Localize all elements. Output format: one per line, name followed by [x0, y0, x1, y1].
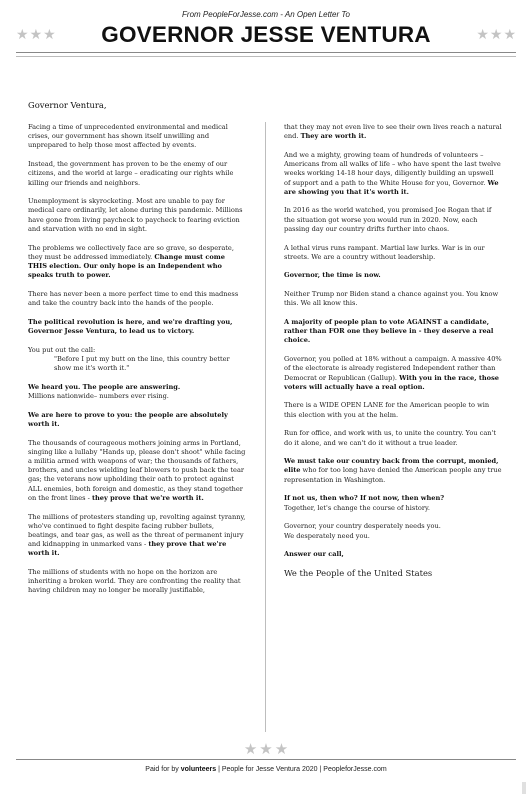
paragraph-text: Together, let's change the course of history. — [284, 503, 430, 512]
paragraph — [284, 457, 502, 485]
paragraph: Instead, the government has proven to be the enemy of our citizens, and the world at large – eradicating our rights while killing our friends and neighbors. — [28, 160, 234, 187]
signoff: We the People of the United States — [284, 567, 433, 578]
paragraph-bold: We must take our country back from the corrupt, monied, elite — [284, 457, 499, 475]
footer-volunteers: volunteers — [180, 766, 217, 773]
star-icon: ★ — [476, 27, 489, 43]
paragraph-text: who for too long have denied the American people any true representation in Washington. — [284, 466, 502, 484]
paragraph-text: And we a mighty, growing team of hundreds of volunteers – Americans from all walks of life – who have spent the last twelve weeks working 14-18 hour days, diligently building an upswell of support and a path to the White House for you, Governor. — [284, 150, 501, 187]
headline-row — [16, 21, 516, 49]
paragraph — [284, 355, 502, 392]
paragraph — [28, 513, 246, 559]
bottom-stars — [0, 740, 532, 758]
paragraph-text: Governor, you polled at 18% without a campaign. A massive 40% of the electorate is already registered Independent rather than Democrat or Republican (Gallup). — [284, 355, 502, 382]
paragraph — [284, 123, 502, 141]
paragraph: Run for office, and work with us, to unite the country. You can't do it alone, and we can't do it without a true leader. — [284, 429, 496, 447]
paragraph-text: The problems we collectively face are so grave, so desperate, they must be addressed immediately. — [28, 243, 234, 261]
print-mark — [522, 782, 526, 794]
paragraph — [28, 439, 246, 503]
star-icon: ★ — [29, 27, 43, 43]
paragraph-bold: The political revolution is here, and we're drafting you, Governor Jesse Ventura, to lead us to victory. — [28, 317, 233, 335]
star-icon: ★ — [259, 740, 273, 758]
paragraph — [28, 383, 246, 401]
right-column — [284, 123, 502, 588]
paragraph-bold: We heard you. The people are answering. — [28, 382, 181, 391]
star-icon: ★ — [243, 740, 258, 758]
paragraph: Facing a time of unprecedented environmental and medical crises, our government has shown itself unwilling and unprepared to help those most affected by events. — [28, 123, 228, 150]
top-tagline: From PeopleForJesse.com - An Open Letter To — [182, 10, 350, 19]
paragraph: In 2016 as the world watched, you promised Joe Rogan that if the situation got worse you would run in 2020. Now, each passing day our country drifts further into chaos. — [284, 206, 492, 233]
star-icon: ★ — [503, 27, 516, 43]
star-icon: ★ — [43, 27, 56, 43]
paragraph-bold: they prove that we're worth it. — [28, 540, 227, 558]
paragraph: There has never been a more perfect time to end this madness and take the country back into the hands of the people. — [28, 289, 239, 308]
paragraph-bold: We are here to prove to you: the people are absolutely worth it. — [28, 410, 228, 428]
paragraph: There is a WIDE OPEN LANE for the American people to win this election with you at the helm. — [284, 401, 490, 419]
left-column — [28, 123, 246, 605]
salutation: Governor Ventura, — [28, 100, 107, 110]
paragraph — [284, 151, 502, 197]
right-stars — [476, 28, 516, 42]
paragraph-text: You put out the call: — [28, 345, 96, 354]
paragraph-bold: they prove that we're worth it. — [91, 493, 204, 502]
footer-suffix: | People for Jesse Ventura 2020 | PeopleforJesse.com — [216, 766, 387, 773]
paragraph-bold: If not us, then who? If not now, then when? — [284, 494, 445, 503]
paragraph-text: The millions of protesters standing up, revolting against tyranny, who've continued to fight despite facing rubber bullets, beatings, and tear gas, as well as the threat of permanent injury and kidnapping in unmarked vans - — [28, 512, 246, 549]
paragraph: The millions of students with no hope on the horizon are inheriting a broken world. They are confronting the reality that having children may no longer be morally justifiable, — [28, 568, 241, 595]
paragraph-text: The thousands of courageous mothers joining arms in Portland, singing like a lullaby "Hands up, please don't shoot" while facing a militia armed with weapons of war; the thousands of fathers, brothers, and uncles wielding leaf blowers to push back the tear gas; the veterans now upholding their oath to protect against ALL enemies, both foreign and domestic, as they stand together on the front lines - — [28, 438, 246, 502]
paragraph — [284, 522, 502, 540]
paragraph-text: We desperately need you. — [284, 531, 370, 540]
headline: GOVERNOR JESSE VENTURA — [101, 22, 431, 47]
paragraph-bold: They are worth it. — [300, 132, 367, 141]
paragraph-text: Governor, your country desperately needs you. — [284, 522, 441, 531]
left-stars — [16, 28, 56, 42]
footer-prefix: Paid for by — [145, 766, 181, 773]
star-icon: ★ — [489, 27, 503, 43]
paragraph — [28, 346, 246, 374]
paragraph-bold: A majority of people plan to vote AGAINST a candidate, rather than FOR one they believe in - they deserve a real choice. — [284, 318, 494, 345]
header-rule-thin — [16, 56, 516, 57]
paragraph-text: that they may not even live to see their own lives reach a natural end. — [284, 123, 502, 141]
paragraph-bold: We are showing you that it's worth it. — [284, 178, 499, 196]
paragraph: Unemployment is skyrocketing. Most are unable to pay for medical care ordinarily, let alone during this pandemic. Millions have gone from living paycheck to paycheck to fearing eviction and starvation with no end in sight. — [28, 197, 243, 233]
column-divider — [265, 122, 266, 732]
quote: "Before I put my butt on the line, this country better show me it's worth it." — [54, 354, 230, 373]
paragraph-text: Millions nationwide– numbers ever rising. — [28, 391, 169, 400]
paragraph-bold: Change must come THIS election. Our only hope is an Independent who speaks truth to power. — [28, 252, 225, 280]
paragraph: Neither Trump nor Biden stand a chance against you. You know this. We all know this. — [284, 290, 499, 308]
paragraph — [28, 244, 246, 281]
paragraph-bold: Governor, the time is now. — [284, 271, 381, 280]
star-icon: ★ — [16, 27, 29, 43]
paragraph-bold: With you in the race, those voters will actually have a real option. — [284, 373, 499, 391]
header-rule — [16, 52, 516, 53]
star-icon: ★ — [274, 740, 289, 758]
paragraph: A lethal virus runs rampant. Martial law lurks. War is in our streets. We are a country without leadership. — [284, 243, 485, 261]
footer-rule — [16, 759, 516, 760]
footer — [0, 766, 532, 773]
paragraph — [284, 494, 502, 512]
paragraph-bold: Answer our call, — [284, 550, 344, 559]
